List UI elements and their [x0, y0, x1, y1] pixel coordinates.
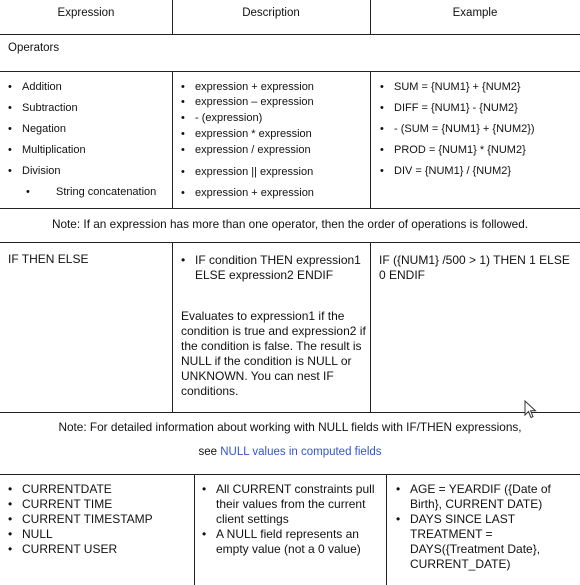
- list-item: • Multiplication: [8, 140, 170, 161]
- operators-expression-list: [8, 77, 170, 203]
- rule-col1-operators: [172, 71, 173, 208]
- list-item: • expression + expression: [181, 185, 369, 201]
- list-item: • CURRENT TIME: [8, 497, 192, 512]
- rule-col2-operators: [370, 71, 371, 208]
- ifthen-note: Note: For detailed information about working with NULL fields with IF/THEN expressions,: [58, 420, 522, 434]
- rule-note1-bottom: [0, 242, 580, 243]
- list-item: • DIFF = {NUM1} - {NUM2}: [380, 98, 578, 119]
- list-item: • AGE = YEARDIF ({Date of Birth}, CURRENT DATE): [396, 482, 576, 512]
- list-item: • PROD = {NUM1} * {NUM2}: [380, 140, 578, 161]
- list-item: • SUM = {NUM1} + {NUM2}: [380, 77, 578, 98]
- list-item: • expression / expression: [181, 142, 369, 158]
- operators-example-list: [380, 77, 578, 182]
- header-example: Example: [452, 7, 498, 19]
- list-item: • - (expression): [181, 110, 369, 126]
- list-item: • CURRENT TIMESTAMP: [8, 512, 192, 527]
- ifthen-explanation: Evaluates to expression1 if the condition is true and expression2 if the condition is false. The result is NULL if the condition is NULL or UNKNOWN. You can nest IF conditions.: [181, 309, 366, 398]
- operators-note: Note: If an expression has more than one operator, then the order of operations is followed.: [51, 217, 529, 231]
- rule-col2-header: [370, 0, 371, 34]
- list-item: • expression – expression: [181, 95, 369, 110]
- list-item: • expression || expression: [181, 164, 369, 180]
- list-item: • expression * expression: [181, 126, 369, 142]
- constants-expression-list: [8, 482, 192, 557]
- list-item: • DAYS SINCE LAST TREATMENT = DAYS({Treatment Date}, CURRENT_DATE): [396, 512, 576, 572]
- rule-note2-bottom: [0, 474, 580, 475]
- list-item: • expression + expression: [181, 80, 369, 95]
- list-item: • Addition: [8, 77, 170, 98]
- rule-col2-ifthen: [370, 242, 371, 412]
- list-item: • DIV = {NUM1} / {NUM2}: [380, 161, 578, 182]
- operators-title: Operators: [8, 42, 60, 54]
- rule-ifthen-bottom: [0, 412, 580, 413]
- ifthen-syntax: • IF condition THEN expression1 ELSE expression2 ENDIF: [181, 253, 365, 283]
- list-item: • - (SUM = {NUM1} + {NUM2}): [380, 119, 578, 140]
- list-item: • CURRENTDATE: [8, 482, 192, 497]
- list-item: • A NULL field represents an empty value (not a 0 value): [202, 527, 382, 557]
- list-item: • NULL: [8, 527, 192, 542]
- ifthen-example: IF ({NUM1} /500 > 1) THEN 1 ELSE 0 ENDIF: [379, 253, 570, 282]
- constants-example-list: [396, 482, 576, 572]
- rule-header-bottom: [0, 34, 580, 35]
- list-item: • Negation: [8, 119, 170, 140]
- rule-col2-constants: [386, 474, 387, 585]
- list-item: • String concatenation: [26, 182, 170, 203]
- rule-col1-ifthen: [172, 242, 173, 412]
- ifthen-syntax-list: [181, 253, 365, 283]
- list-item: • All CURRENT constraints pull their values from the current client settings: [202, 482, 382, 527]
- null-values-link[interactable]: NULL values in computed fields: [220, 446, 382, 458]
- constants-description-list: [202, 482, 382, 557]
- rule-col1-constants: [194, 474, 195, 585]
- rule-operators-title-bottom: [0, 71, 580, 72]
- see-prefix: see: [198, 446, 218, 458]
- rule-col1-header: [172, 0, 173, 34]
- list-item: • Subtraction: [8, 98, 170, 119]
- ifthen-see-line: [0, 446, 580, 458]
- rule-operators-bottom: [0, 208, 580, 209]
- list-item: • CURRENT USER: [8, 542, 192, 557]
- operators-description-list: [181, 80, 369, 201]
- ifthen-expression: IF THEN ELSE: [8, 252, 89, 266]
- header-expression: Expression: [57, 7, 115, 19]
- mouse-cursor-icon: [524, 400, 538, 420]
- header-description: Description: [242, 7, 300, 19]
- list-item: • Division: [8, 161, 170, 182]
